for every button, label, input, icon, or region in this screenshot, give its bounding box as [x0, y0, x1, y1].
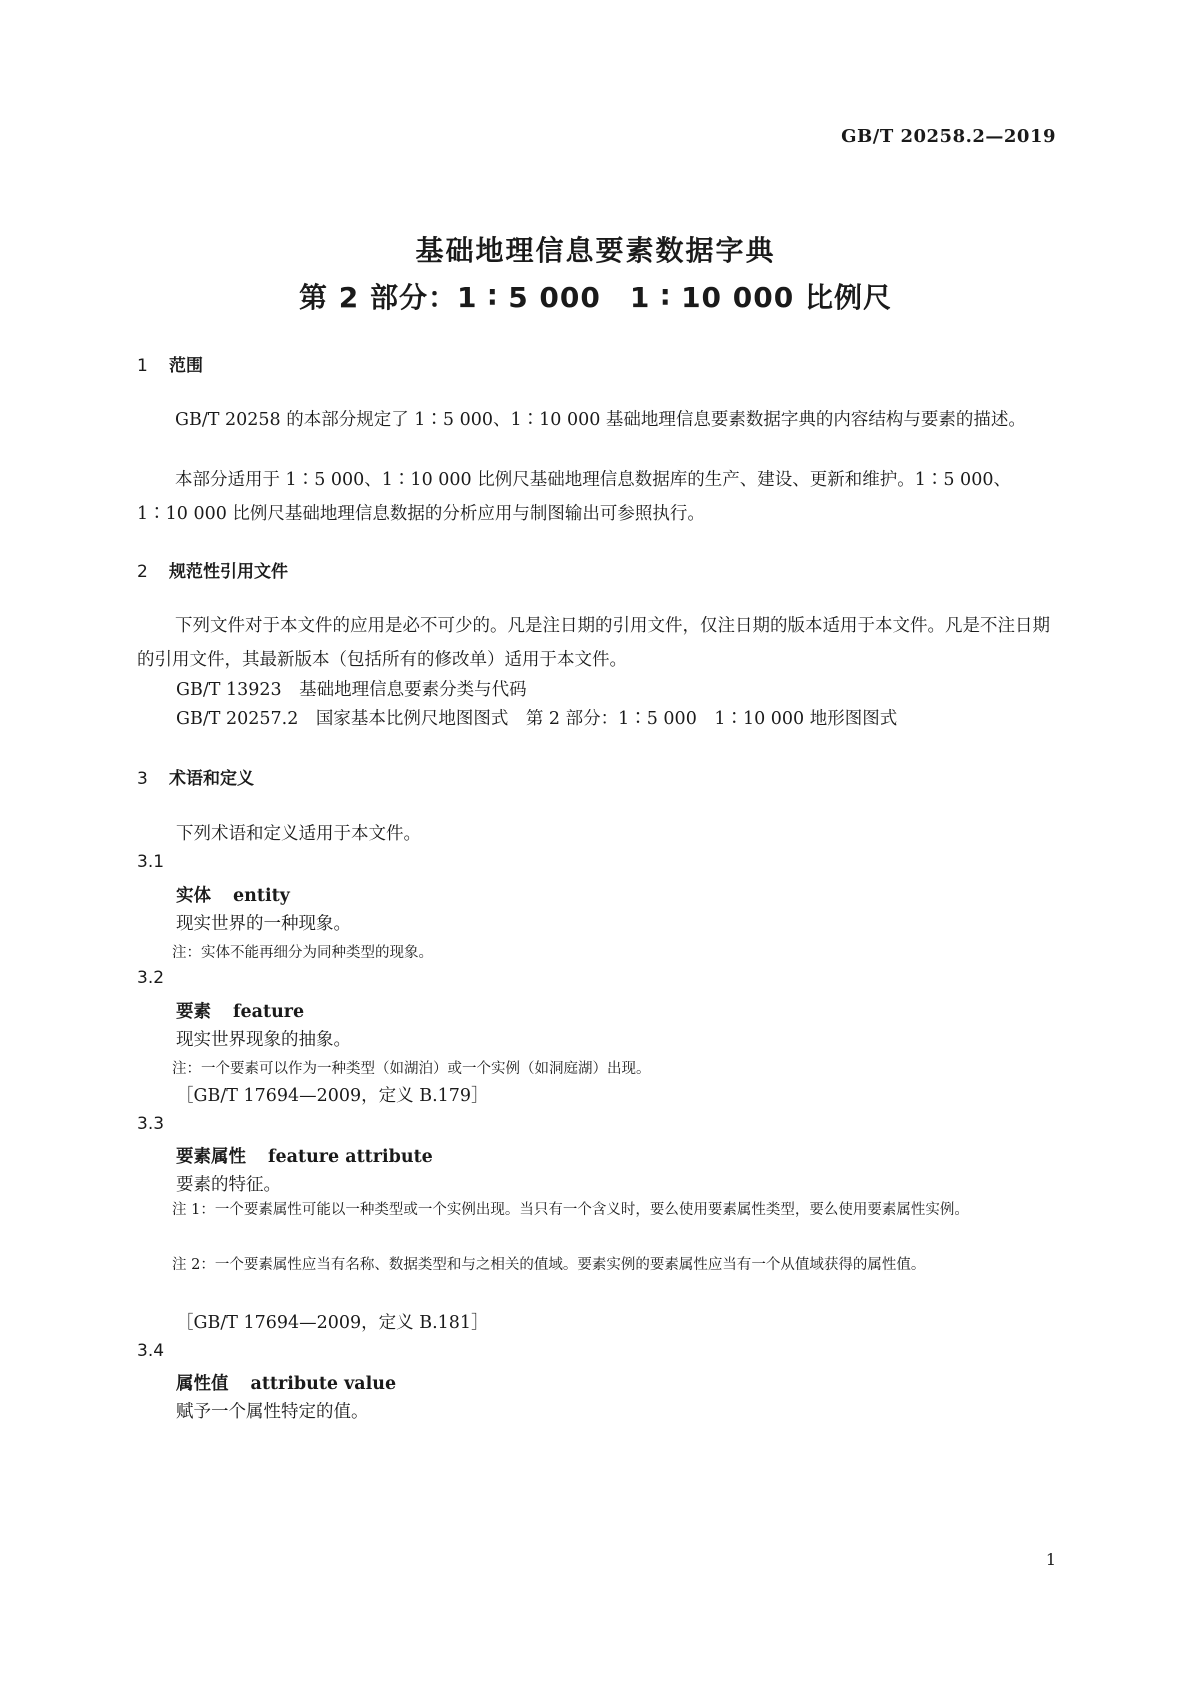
term-heading	[176, 998, 304, 1023]
term-note: 注 1：一个要素属性可能以一种类型或一个实例出现。当只有一个含义时，要么使用要素属性类型，要么使用要素属性实例。	[172, 1202, 969, 1218]
term-definition: 赋予一个属性特定的值。	[176, 1402, 369, 1422]
term-definition: 要素的特征。	[176, 1175, 281, 1195]
page-number: 1	[1045, 1550, 1056, 1569]
section-number: 3	[137, 769, 148, 789]
term-number: 3.2	[137, 968, 165, 988]
section-number: 1	[137, 356, 148, 376]
paragraph: 下列术语和定义适用于本文件。	[176, 824, 421, 844]
term-zh: 要素	[176, 1002, 211, 1022]
term-en: feature attribute	[268, 1147, 433, 1167]
term-zh: 属性值	[176, 1374, 229, 1394]
document-subtitle: 第 2 部分：1 ∶ 5 000 1 ∶ 10 000 比例尺	[299, 281, 892, 314]
term-en: attribute value	[250, 1374, 397, 1394]
standard-number: GB/T 20258.2—2019	[841, 126, 1056, 147]
term-definition: 现实世界的一种现象。	[176, 914, 351, 934]
section-title: 术语和定义	[169, 769, 254, 789]
term-zh: 要素属性	[176, 1147, 246, 1167]
term-heading	[176, 882, 290, 907]
term-note: 注：一个要素可以作为一种类型（如湖泊）或一个实例（如洞庭湖）出现。	[172, 1061, 651, 1077]
term-source: ［GB/T 17694—2009，定义 B.181］	[176, 1313, 489, 1333]
term-zh: 实体	[176, 886, 211, 906]
term-source: ［GB/T 17694—2009，定义 B.179］	[176, 1086, 489, 1106]
term-number: 3.4	[137, 1341, 165, 1361]
paragraph: 下列文件对于本文件的应用是必不可少的。凡是注日期的引用文件，仅注日期的版本适用于本文件。凡是不注日期的引用文件，其最新版本（包括所有的修改单）适用于本文件。	[137, 616, 1050, 670]
term-number: 3.3	[137, 1114, 165, 1134]
document-title: 基础地理信息要素数据字典	[415, 234, 776, 267]
section-number: 2	[137, 562, 148, 582]
term-en: entity	[233, 886, 290, 906]
reference-item: GB/T 20257.2 国家基本比例尺地图图式 第 2 部分：1∶5 000 1∶10 000 地形图图式	[176, 709, 898, 729]
term-note: 注：实体不能再细分为同种类型的现象。	[172, 945, 433, 961]
term-en: feature	[233, 1002, 305, 1022]
section-title: 规范性引用文件	[169, 562, 288, 582]
section-heading-3	[137, 764, 254, 789]
term-number: 3.1	[137, 852, 165, 872]
reference-item: GB/T 13923 基础地理信息要素分类与代码	[176, 680, 527, 700]
section-heading-1	[137, 351, 203, 376]
term-definition: 现实世界现象的抽象。	[176, 1030, 351, 1050]
section-heading-2	[137, 557, 288, 582]
section-title: 范围	[169, 356, 203, 376]
paragraph: 本部分适用于 1∶5 000、1∶10 000 比例尺基础地理信息数据库的生产、建设、更新和维护。1∶5 000、1∶10 000 比例尺基础地理信息数据的分析应用与制图输出可参照执行。	[137, 470, 1011, 524]
term-note: 注 2：一个要素属性应当有名称、数据类型和与之相关的值域。要素实例的要素属性应当有一个从值域获得的属性值。	[172, 1257, 926, 1273]
term-heading	[176, 1370, 396, 1395]
term-heading	[176, 1143, 433, 1168]
paragraph: GB/T 20258 的本部分规定了 1∶5 000、1∶10 000 基础地理信息要素数据字典的内容结构与要素的描述。	[175, 410, 1026, 430]
